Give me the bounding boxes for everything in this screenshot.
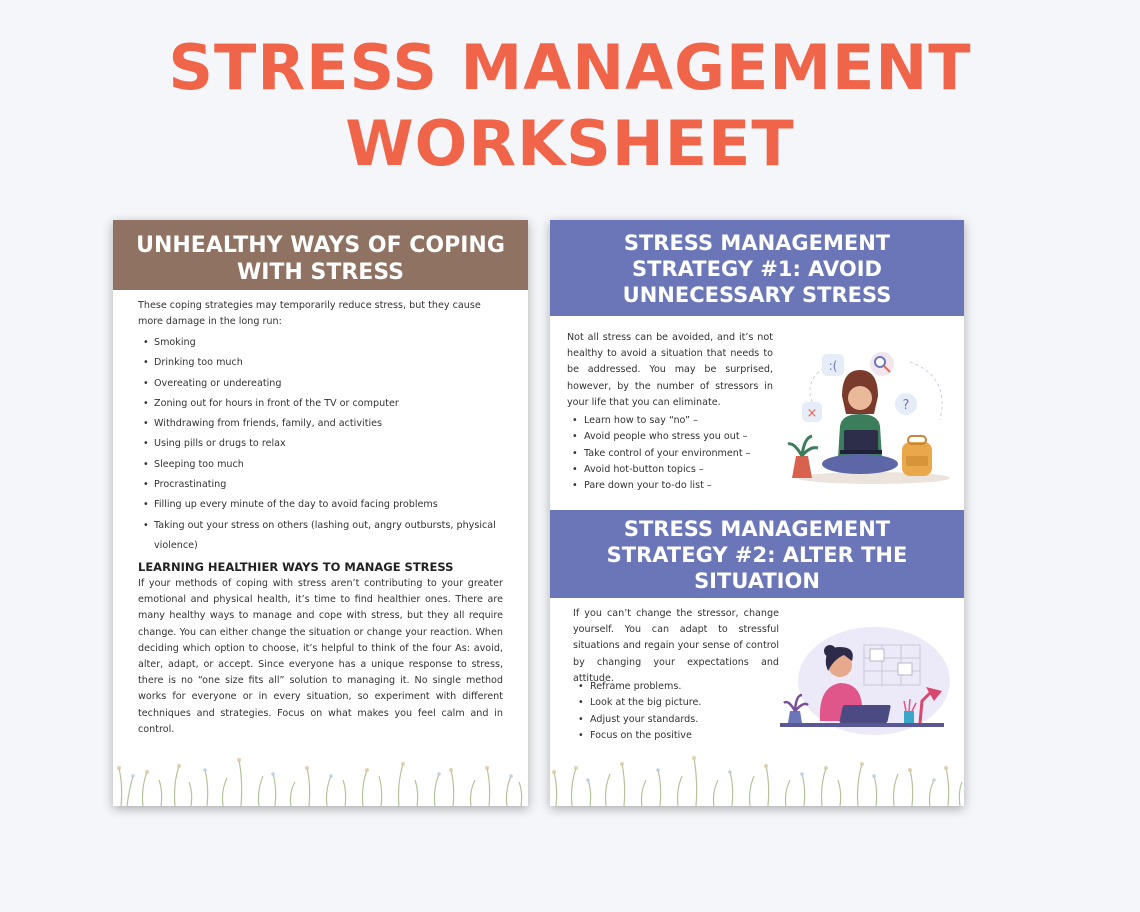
- list-item: • Filling up every minute of the day to avoid facing problems: [138, 495, 503, 515]
- svg-text:×: ×: [806, 406, 818, 421]
- list-item: • Drinking too much: [138, 353, 503, 373]
- list-item: • Withdrawing from friends, family, and activities: [138, 414, 503, 434]
- list-item: • Reframe problems.: [573, 679, 773, 695]
- strategy-1-list: [567, 413, 767, 494]
- strategy-1-banner-line-1: STRESS MANAGEMENT: [623, 231, 891, 255]
- grass-decoration: [550, 746, 964, 806]
- left-banner-line-2: WITH STRESS: [236, 260, 405, 285]
- list-item: • Smoking: [138, 333, 503, 353]
- list-item: • Sleeping too much: [138, 455, 503, 475]
- worksheet-page-right: [550, 220, 964, 806]
- woman-at-desk-icon: [774, 625, 950, 745]
- list-item: • Look at the big picture.: [573, 695, 773, 711]
- strategy-1-banner-line-3: UNNECESSARY STRESS: [622, 283, 892, 307]
- list-item: • Using pills or drugs to relax: [138, 434, 503, 454]
- section-subheading: LEARNING HEALTHIER WAYS TO MANAGE STRESS: [138, 560, 454, 574]
- strategy-2-banner-line-1: STRESS MANAGEMENT: [623, 517, 891, 541]
- left-banner: [113, 220, 528, 290]
- unhealthy-coping-list: [138, 333, 503, 556]
- strategy-2-banner: [550, 510, 964, 598]
- worksheet-page-left: [113, 220, 528, 806]
- strategy-1-intro: Not all stress can be avoided, and it’s not healthy to avoid a situation that needs to be addressed. You may be surprised, however, by the number of stressors in your life that you can eliminate.: [567, 332, 773, 408]
- svg-text:?: ?: [902, 398, 910, 413]
- strategy-2-banner-line-2: STRATEGY #2: ALTER THE: [606, 543, 908, 567]
- list-item: • Take control of your environment –: [567, 446, 767, 462]
- strategy-2-list: [573, 679, 773, 744]
- title-line-2: WORKSHEET: [345, 107, 795, 180]
- strategy-2-banner-line-3: SITUATION: [694, 569, 820, 593]
- list-item: • Zoning out for hours in front of the TV or computer: [138, 394, 503, 414]
- list-item: • Taking out your stress on others (lashing out, angry outbursts, physical violence): [138, 516, 503, 557]
- list-item: • Procrastinating: [138, 475, 503, 495]
- list-item: • Adjust your standards.: [573, 712, 773, 728]
- strategy-1-banner: [550, 220, 964, 316]
- left-intro-text: These coping strategies may temporarily reduce stress, but they cause more damage in the long run:: [138, 300, 481, 328]
- page-title: [0, 30, 1140, 182]
- list-item: • Learn how to say “no” –: [567, 413, 767, 429]
- grass-decoration: [113, 746, 528, 806]
- list-item: • Avoid hot-button topics –: [567, 462, 767, 478]
- list-item: • Avoid people who stress you out –: [567, 429, 767, 445]
- left-banner-line-1: UNHEALTHY WAYS OF COPING: [136, 233, 505, 258]
- strategy-1-banner-line-2: STRATEGY #1: AVOID: [632, 257, 882, 281]
- left-body-paragraph: If your methods of coping with stress aren’t contributing to your greater emotional and physical health, it’s time to find healthier ones. There are many healthy ways to manage and cope with stress, but they all require change. You can either change the situation or change your reaction. When deciding which option to choose, it’s helpful to think of the four As: avoid, alter, adapt, or accept. Since everyone has a unique response to stress, there is no “one size fits all” solution to managing it. No single method works for everyone or in every situation, so experiment with different techniques and strategies. Focus on what makes you feel calm and in control.: [138, 578, 503, 735]
- list-item: • Focus on the positive: [573, 728, 773, 744]
- svg-text::(: :(: [828, 359, 838, 373]
- list-item: • Pare down your to-do list –: [567, 478, 767, 494]
- list-item: • Overeating or undereating: [138, 374, 503, 394]
- strategy-2-intro: If you can’t change the stressor, change yourself. You can adapt to stressful situations and regain your sense of control by changing your expectations and attitude.: [573, 608, 779, 684]
- title-line-1: STRESS MANAGEMENT: [168, 31, 972, 104]
- person-with-laptop-icon: [782, 332, 960, 490]
